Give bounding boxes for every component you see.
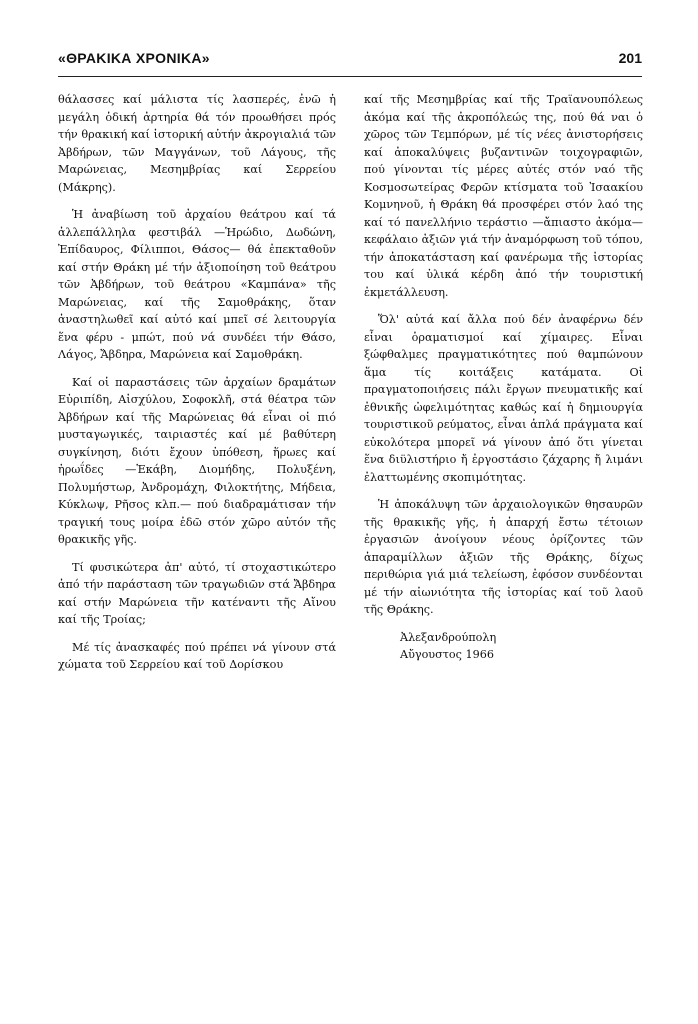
left-column (58, 91, 336, 684)
paragraph: Ὅλ' αὐτά καί ἄλλα πού δέν ἀναφέρνω δέν εἶναι ὁραματισμοί καί χίμαιρες. Εἶναι ξώφθαλμες πραγματικότητες πού θαμπώνουν ἅμα τίς κοιτάξεις κατάματα. Οἱ πραγματοποιήσεις πάλι ἔργων πνευματικῆς καί ἐθνικῆς ὠφελιμότητας καθώς καί ἡ δημιουργία τουριστικοῦ ρεύματος, εἶναι ἁπλά πράγματα καί εὐκολότερα μπορεῖ νά γίνουν ἀπό ὅτι γίνεται ἕνα διϋλιστήριο ἤ ἐργοστάσιο ζάχαρης ἤ λιμάνι ἐλαττωμένης σκοπιμότητας. (364, 313, 643, 484)
paragraph: Μέ τίς ἀνασκαφές πού πρέπει νά γίνουν στά χώματα τοῦ Σερρείου καί τοῦ Δορίσκου (58, 640, 336, 671)
header-rule (58, 76, 642, 77)
signature-date: Αὔγουστος 1966 (400, 648, 494, 661)
paragraph: Τί φυσικώτερα ἀπ' αὐτό, τί στοχαστικώτερο ἀπό τήν παράσταση τῶν τραγωδιῶν στά Ἄβδηρα καί στήν Μαρώνεια τῆν κατέναντι τῆς Αἴνου καί τῆς Τροίας; (58, 560, 336, 626)
paragraph: Καί οἱ παραστάσεις τῶν ἀρχαίων δραμάτων Εὐριπίδη, Αἰσχύλου, Σοφοκλῆ, στά θέατρα τῶν Ἀβδήρων καί τῆς Μαρώνειας θά εἶναι οἱ πιό μυσταγωγικές, ταιριαστές καί μέ βαθύτερη συγκίνηση, διότι ἔχουν ὑπόθεση, ἥρωες καί ἡρωΐδες —Ἑκάβη, Διομήδης, Πολυξένη, Πολυμήστωρ, Ἀνδρομάχη, Φιλοκτήτης, Μήδεια, Κύκλωψ, Ρῆσος κλπ.— πού διαδραμάτισαν τήν τραγική τους μοίρα ἐδῶ στόν χῶρο αὐτόν τῆς θρακικῆς γῆς. (58, 375, 336, 546)
signature-block (364, 629, 643, 664)
page-number: 201 (618, 50, 642, 66)
paragraph: καί τῆς Μεσημβρίας καί τῆς Τραϊανουπόλεως ἀκόμα καί τῆς ἀκροπόλεώς της, πού θά ναι ὁ χῶρος τῶν Τεμπόρων, μέ τίς νέες ἀνιστορήσεις καί ἀποκαλύψεις βυζαντινῶν τοιχογραφιῶν, πού γίνονται τίς μέρες αὐτές στόν ναό τῆς Κοσμοσωτείρας Φερῶν κτίσματα τοῦ Ἰσαακίου Κομνηνοῦ, ἡ Θράκη θά προσφέρει στόν λαό της καί τό πανελλήνιο τεράστιο —ἄπιαστο ἀκόμα— κεφάλαιο ἀξιῶν γιά τήν ἀναμόρφωση τοῦ τόπου, τήν ἀποκατάσταση καί φανέρωμα τῆς ἱστορίας του καί ὑλικά κέρδη ἀπό τήν τουριστική ἐκμετάλλευση. (364, 93, 643, 299)
running-title: «ΘΡΑΚΙΚΑ ΧΡΟΝΙΚΑ» (58, 50, 210, 66)
paragraph: Ἡ ἀποκάλυψη τῶν ἀρχαιολογικῶν θησαυρῶν τῆς θρακικῆς γῆς, ἡ ἀπαρχή ἔστω τέτοιων ἐργασιῶν ἀνοίγουν νέους ὁρίζοντες τῶν ἀπαραμίλλων ἀξιῶν τῆς Θράκης, δίχως περιθώρια γιά μιά τελείωση, ἐφόσον συνδέονται μέ τήν αἰωνιότητα τῆς ἱστορίας καί τοῦ λαοῦ τῆς Θράκης. (364, 498, 643, 616)
page-header (58, 50, 642, 72)
paragraph: θάλασσες καί μάλιστα τίς λασπερές, ἐνῶ ἡ μεγάλη ὁδική ἀρτηρία θά τόν προωθήσει πρός τήν θρακική καί ἱστορική αὐτήν ἀκρογιαλιά τῶν Ἀβδήρων, τῶν Μαγγάνων, τοῦ Λάγους, τῆς Μαρώνειας, Μεσημβρίας καί Σερρείου (Μάκρης). (58, 93, 336, 194)
paragraph: Ἡ ἀναβίωση τοῦ ἀρχαίου θεάτρου καί τά ἀλλεπάλληλα φεστιβάλ —Ἡρώδιο, Δωδώνη, Ἐπίδαυρος, Φίλιπποι, Θάσος— θά ἐπεκταθοῦν καί στήν Θράκη μέ τήν ἀξιοποίηση τοῦ θεάτρου τῶν Ἀβδήρων, τοῦ θεάτρου «Καμπάνα» τῆς Μαρώνειας, καί τῆς Σαμοθράκης, ὅταν ἀναστηλωθεῖ καί αὐτό καί μπεῖ σέ λειτουργία ἕνα φέρυ - μπώτ, πού νά συνδέει τήν Θάσο, Λάγος, Ἄβδηρα, Μαρώνεια καί Σαμοθράκη. (58, 208, 336, 361)
right-column (364, 91, 643, 664)
signature-place: Ἀλεξανδρούπολη (400, 630, 497, 644)
